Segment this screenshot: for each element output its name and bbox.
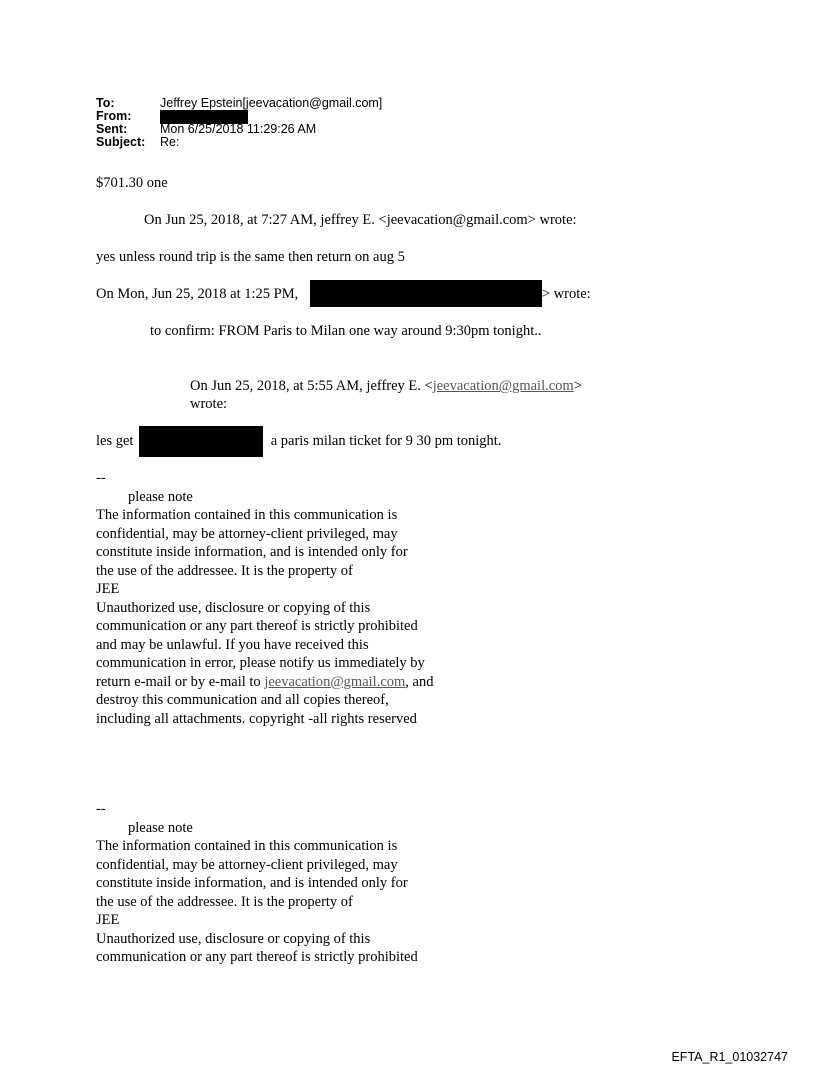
to-label: To: — [96, 96, 115, 110]
notice-line: The information contained in this communication is — [96, 838, 398, 854]
quote-line-3-email-link[interactable]: jeevacation@gmail.com — [432, 378, 574, 394]
body-line-request-suffix: a paris milan ticket for 9 30 pm tonight. — [270, 433, 502, 449]
notice-line: Unauthorized use, disclosure or copying of this — [96, 930, 371, 947]
notice-title: please note — [128, 488, 193, 505]
quote-line-2-prefix: On Mon, Jun 25, 2018 at 1:25 PM, — [96, 286, 299, 302]
notice-line-email — [96, 673, 433, 692]
quote-line-3 — [190, 377, 582, 395]
body-line-confirm: to confirm: FROM Paris to Milan one way around 9:30pm tonight.. — [150, 323, 542, 339]
subject-value: Re: — [160, 135, 180, 149]
notice-line: communication or any part thereof is strictly prohibited — [96, 949, 418, 965]
subject-label: Subject: — [96, 135, 146, 149]
notice-title: please note — [128, 819, 193, 836]
from-label: From: — [96, 109, 132, 123]
notice-line: confidential, may be attorney-client privileged, may — [96, 525, 398, 542]
notice-line-email-suffix: , and — [405, 673, 434, 690]
notice-line: JEE — [96, 912, 120, 928]
sent-value: Mon 6/25/2018 11:29:26 AM — [160, 122, 317, 136]
notice-line: JEE — [96, 581, 120, 597]
subject-row — [96, 136, 382, 149]
quote-line-3-wrote: wrote: — [190, 396, 228, 412]
notice-line-email-prefix: return e-mail or by e-mail to — [96, 673, 265, 690]
notice-separator: -- — [96, 470, 106, 486]
notice-line: the use of the addressee. It is the property of — [96, 893, 353, 910]
quote-line-3-prefix: On Jun 25, 2018, at 5:55 AM, jeffrey E. < — [190, 378, 433, 394]
body-line-request — [96, 432, 501, 457]
quote-line-1: On Jun 25, 2018, at 7:27 AM, jeffrey E. <jeevacation@gmail.com> wrote: — [144, 212, 577, 228]
body-line-price: $701.30 one — [96, 175, 168, 191]
body-line-request-prefix: les get — [96, 433, 134, 449]
notice-line: and may be unlawful. If you have received this — [96, 636, 369, 653]
body-line-reply: yes unless round trip is the same then return on aug 5 — [96, 249, 405, 265]
notice-line: constitute inside information, and is intended only for — [96, 544, 408, 560]
notice-line: confidential, may be attorney-client privileged, may — [96, 856, 398, 873]
notice-separator: -- — [96, 801, 106, 817]
notice-line: constitute inside information, and is intended only for — [96, 875, 408, 891]
notice-line: The information contained in this communication is — [96, 507, 398, 523]
quote-line-3-suffix: > — [573, 378, 582, 394]
quote-line-2-suffix: > wrote: — [541, 286, 591, 302]
notice-line: Unauthorized use, disclosure or copying of this — [96, 599, 371, 616]
to-row — [96, 97, 382, 110]
sender-redaction — [310, 280, 542, 307]
confidentiality-notice-1 — [96, 469, 433, 728]
quote-line-2 — [96, 285, 591, 307]
notice-line: the use of the addressee. It is the property of — [96, 562, 353, 579]
document-id: EFTA_R1_01032747 — [671, 1050, 788, 1064]
notice-line: communication or any part thereof is strictly prohibited — [96, 618, 418, 634]
to-value: Jeffrey Epstein[jeevacation@gmail.com] — [160, 96, 383, 110]
notice-email-link[interactable]: jeevacation@gmail.com — [264, 673, 406, 690]
confidentiality-notice-2 — [96, 800, 418, 967]
notice-line: destroy this communication and all copies thereof, — [96, 692, 389, 708]
name-redaction — [139, 426, 263, 457]
notice-line: including all attachments. copyright -all rights reserved — [96, 710, 417, 727]
email-header — [96, 97, 382, 149]
sent-label: Sent: — [96, 122, 128, 136]
notice-line: communication in error, please notify us immediately by — [96, 655, 425, 671]
